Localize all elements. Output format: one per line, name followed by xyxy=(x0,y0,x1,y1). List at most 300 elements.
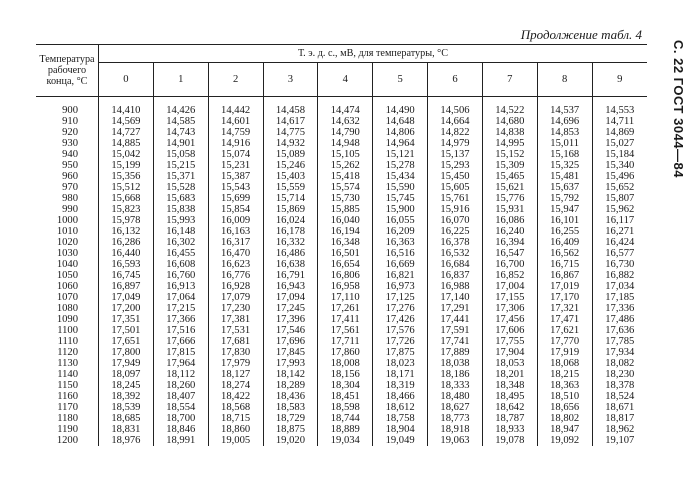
emf-value-cell: 14,632 xyxy=(318,116,373,127)
temperature-cell: 1100 xyxy=(36,325,99,336)
emf-value-cell: 14,979 xyxy=(428,138,483,149)
emf-value-cell: 16,928 xyxy=(208,281,263,292)
temperature-cell: 1200 xyxy=(36,435,99,446)
emf-value-cell: 17,636 xyxy=(592,325,647,336)
emf-value-cell: 16,055 xyxy=(373,215,428,226)
emf-value-cell: 17,276 xyxy=(373,303,428,314)
emf-value-cell: 17,889 xyxy=(428,347,483,358)
emf-value-cell: 14,790 xyxy=(318,127,373,138)
emf-value-cell: 15,496 xyxy=(592,171,647,182)
emf-value-cell: 17,094 xyxy=(263,292,318,303)
emf-value-cell: 17,501 xyxy=(111,325,141,336)
emf-value-cell: 18,230 xyxy=(592,369,647,380)
emf-value-cell: 15,325 xyxy=(537,160,592,171)
emf-value-cell: 18,918 xyxy=(428,424,483,435)
emf-value-cell: 16,024 xyxy=(263,215,318,226)
table-row xyxy=(36,325,647,336)
temperature-cell: 1110 xyxy=(36,336,99,347)
emf-value-cell: 16,806 xyxy=(318,270,373,281)
emf-value-cell: 15,246 xyxy=(263,160,318,171)
emf-value-cell: 18,656 xyxy=(537,402,592,413)
emf-value-cell: 17,366 xyxy=(153,314,208,325)
emf-value-cell: 15,528 xyxy=(153,182,208,193)
emf-value-cell: 14,648 xyxy=(373,116,428,127)
table-row xyxy=(36,160,647,171)
emf-value-cell: 14,474 xyxy=(318,97,373,117)
emf-value-cell: 15,309 xyxy=(482,160,537,171)
emf-value-cell: 17,049 xyxy=(111,292,141,303)
emf-value-cell: 15,434 xyxy=(373,171,428,182)
table-body xyxy=(36,97,647,447)
emf-value-cell: 17,681 xyxy=(208,336,263,347)
emf-value-cell: 17,993 xyxy=(263,358,318,369)
emf-value-cell: 16,332 xyxy=(263,237,318,248)
emf-value-cell: 16,867 xyxy=(537,270,592,281)
emf-value-cell: 18,583 xyxy=(263,402,318,413)
emf-value-cell: 18,671 xyxy=(592,402,647,413)
emf-value-cell: 18,524 xyxy=(592,391,647,402)
emf-value-cell: 18,495 xyxy=(482,391,537,402)
emf-value-cell: 18,817 xyxy=(592,413,647,424)
emf-value-cell: 14,727 xyxy=(111,127,141,138)
emf-value-cell: 16,852 xyxy=(482,270,537,281)
emf-value-cell: 18,451 xyxy=(318,391,373,402)
temperature-cell: 1070 xyxy=(36,292,99,303)
emf-value-cell: 14,822 xyxy=(428,127,483,138)
emf-value-cell: 15,854 xyxy=(208,204,263,215)
emf-value-cell: 17,004 xyxy=(482,281,537,292)
emf-value-cell: 16,988 xyxy=(428,281,483,292)
emf-value-cell: 17,621 xyxy=(537,325,592,336)
table-row xyxy=(36,215,647,226)
emf-value-cell: 16,132 xyxy=(111,226,141,237)
emf-value-cell: 15,074 xyxy=(208,149,263,160)
emf-value-cell: 16,225 xyxy=(428,226,483,237)
emf-value-cell: 16,286 xyxy=(111,237,141,248)
emf-value-cell: 15,621 xyxy=(482,182,537,193)
emf-value-cell: 15,027 xyxy=(592,138,647,149)
emf-value-cell: 14,838 xyxy=(482,127,537,138)
emf-value-cell: 17,546 xyxy=(263,325,318,336)
emf-value-cell: 17,860 xyxy=(318,347,373,358)
emf-value-cell: 16,684 xyxy=(428,259,483,270)
digit-column-header: 7 xyxy=(482,63,537,97)
digit-column-header: 5 xyxy=(373,63,428,97)
emf-value-cell: 16,348 xyxy=(318,237,373,248)
emf-value-cell: 15,838 xyxy=(153,204,208,215)
emf-value-cell: 19,063 xyxy=(428,435,483,446)
emf-value-cell: 15,387 xyxy=(208,171,263,182)
emf-value-cell: 14,664 xyxy=(428,116,483,127)
emf-value-cell: 17,964 xyxy=(153,358,208,369)
emf-value-cell: 15,293 xyxy=(428,160,483,171)
emf-value-cell: 18,053 xyxy=(482,358,537,369)
emf-value-cell: 18,215 xyxy=(537,369,592,380)
emf-value-cell: 18,201 xyxy=(482,369,537,380)
table-row xyxy=(36,97,647,117)
emf-value-cell: 16,654 xyxy=(318,259,373,270)
emf-value-cell: 16,608 xyxy=(153,259,208,270)
emf-value-cell: 17,306 xyxy=(482,303,537,314)
emf-value-cell: 17,245 xyxy=(263,303,318,314)
emf-value-cell: 15,184 xyxy=(592,149,647,160)
emf-value-cell: 18,245 xyxy=(111,380,141,391)
emf-value-cell: 18,171 xyxy=(373,369,428,380)
emf-value-cell: 17,651 xyxy=(111,336,141,347)
emf-value-cell: 18,127 xyxy=(208,369,263,380)
table-row xyxy=(36,424,647,435)
emf-value-cell: 17,456 xyxy=(482,314,537,325)
emf-value-cell: 16,194 xyxy=(318,226,373,237)
emf-value-cell: 17,696 xyxy=(263,336,318,347)
emf-value-cell: 17,441 xyxy=(428,314,483,325)
emf-value-cell: 16,378 xyxy=(428,237,483,248)
temperature-cell: 1010 xyxy=(36,226,99,237)
emf-value-cell: 16,973 xyxy=(373,281,428,292)
emf-value-cell: 18,068 xyxy=(537,358,592,369)
table-row xyxy=(36,237,647,248)
table-row xyxy=(36,314,647,325)
emf-value-cell: 16,209 xyxy=(373,226,428,237)
emf-value-cell: 18,715 xyxy=(208,413,263,424)
emf-value-cell: 15,418 xyxy=(318,171,373,182)
emf-value-cell: 14,806 xyxy=(373,127,428,138)
emf-value-cell: 17,125 xyxy=(373,292,428,303)
emf-value-cell: 15,637 xyxy=(537,182,592,193)
emf-table xyxy=(36,44,647,446)
emf-value-cell: 18,436 xyxy=(263,391,318,402)
emf-value-cell: 15,465 xyxy=(482,171,537,182)
header-temperature: Температура рабочего конца, °С xyxy=(36,45,99,97)
table-row xyxy=(36,270,647,281)
emf-value-cell: 15,993 xyxy=(153,215,208,226)
table-row xyxy=(36,182,647,193)
emf-value-cell: 14,696 xyxy=(537,116,592,127)
digit-column-header: 4 xyxy=(318,63,373,97)
emf-value-cell: 16,837 xyxy=(428,270,483,281)
emf-value-cell: 17,019 xyxy=(537,281,592,292)
emf-value-cell: 17,979 xyxy=(208,358,263,369)
emf-value-cell: 17,770 xyxy=(537,336,592,347)
emf-value-cell: 15,278 xyxy=(373,160,428,171)
emf-value-cell: 15,481 xyxy=(537,171,592,182)
temperature-cell: 950 xyxy=(36,160,99,171)
emf-value-cell: 15,885 xyxy=(318,204,373,215)
temperature-cell: 980 xyxy=(36,193,99,204)
emf-value-cell: 18,947 xyxy=(537,424,592,435)
emf-value-cell: 15,450 xyxy=(428,171,483,182)
emf-value-cell: 18,023 xyxy=(373,358,428,369)
emf-value-cell: 18,142 xyxy=(263,369,318,380)
emf-value-cell: 18,554 xyxy=(153,402,208,413)
emf-value-cell: 15,792 xyxy=(537,193,592,204)
emf-value-cell: 15,356 xyxy=(111,171,141,182)
emf-value-cell: 16,409 xyxy=(537,237,592,248)
emf-value-cell: 17,516 xyxy=(153,325,208,336)
emf-value-cell: 18,422 xyxy=(208,391,263,402)
table-row xyxy=(36,248,647,259)
emf-value-cell: 18,904 xyxy=(373,424,428,435)
emf-value-cell: 17,830 xyxy=(208,347,263,358)
emf-value-cell: 17,755 xyxy=(482,336,537,347)
emf-value-cell: 16,821 xyxy=(373,270,428,281)
emf-value-cell: 15,137 xyxy=(428,149,483,160)
emf-value-cell: 14,458 xyxy=(263,97,318,117)
emf-value-cell: 16,700 xyxy=(482,259,537,270)
emf-value-cell: 14,426 xyxy=(153,97,208,117)
emf-value-cell: 15,652 xyxy=(592,182,647,193)
emf-value-cell: 18,082 xyxy=(592,358,647,369)
emf-value-cell: 19,078 xyxy=(482,435,537,446)
emf-value-cell: 16,317 xyxy=(208,237,263,248)
emf-value-cell: 17,606 xyxy=(482,325,537,336)
digit-column-header: 3 xyxy=(263,63,318,97)
emf-value-cell: 17,531 xyxy=(208,325,263,336)
emf-value-cell: 18,933 xyxy=(482,424,537,435)
emf-value-cell: 18,319 xyxy=(373,380,428,391)
table-row xyxy=(36,226,647,237)
table-row xyxy=(36,292,647,303)
emf-value-cell: 17,170 xyxy=(537,292,592,303)
table-row xyxy=(36,347,647,358)
page-standard-label: С. 22 ГОСТ 3044—84 xyxy=(671,40,686,178)
emf-value-cell: 16,009 xyxy=(208,215,263,226)
emf-value-cell: 14,932 xyxy=(263,138,318,149)
emf-value-cell: 17,321 xyxy=(537,303,592,314)
emf-value-cell: 14,601 xyxy=(208,116,263,127)
emf-value-cell: 19,005 xyxy=(208,435,263,446)
emf-value-cell: 15,011 xyxy=(537,138,592,149)
table-row xyxy=(36,380,647,391)
temperature-cell: 1190 xyxy=(36,424,99,435)
emf-value-cell: 16,547 xyxy=(482,248,537,259)
emf-value-cell: 17,185 xyxy=(592,292,647,303)
emf-value-cell: 15,121 xyxy=(373,149,428,160)
emf-value-cell: 15,931 xyxy=(482,204,537,215)
emf-value-cell: 16,532 xyxy=(428,248,483,259)
temperature-cell: 1080 xyxy=(36,303,99,314)
emf-value-cell: 18,260 xyxy=(153,380,208,391)
temperature-cell: 1030 xyxy=(36,248,99,259)
emf-value-cell: 18,097 xyxy=(111,369,141,380)
emf-value-cell: 17,140 xyxy=(428,292,483,303)
emf-value-cell: 14,537 xyxy=(537,97,592,117)
emf-value-cell: 15,215 xyxy=(153,160,208,171)
table-row xyxy=(36,259,647,270)
emf-value-cell: 19,107 xyxy=(592,435,647,446)
emf-value-cell: 18,186 xyxy=(428,369,483,380)
temperature-cell: 930 xyxy=(36,138,99,149)
digit-column-header: 0 xyxy=(99,63,154,97)
temperature-cell: 960 xyxy=(36,171,99,182)
emf-value-cell: 15,058 xyxy=(153,149,208,160)
emf-value-cell: 15,403 xyxy=(263,171,318,182)
emf-value-cell: 14,522 xyxy=(482,97,537,117)
digit-header-row xyxy=(36,63,647,97)
temperature-cell: 1150 xyxy=(36,380,99,391)
emf-value-cell: 16,715 xyxy=(537,259,592,270)
emf-value-cell: 17,291 xyxy=(428,303,483,314)
emf-value-cell: 17,261 xyxy=(318,303,373,314)
emf-value-cell: 15,574 xyxy=(318,182,373,193)
emf-value-cell: 14,553 xyxy=(592,97,647,117)
emf-value-cell: 18,598 xyxy=(318,402,373,413)
emf-value-cell: 16,562 xyxy=(537,248,592,259)
emf-value-cell: 15,869 xyxy=(263,204,318,215)
emf-value-cell: 19,034 xyxy=(318,435,373,446)
temperature-cell: 940 xyxy=(36,149,99,160)
emf-value-cell: 18,627 xyxy=(428,402,483,413)
emf-value-cell: 17,711 xyxy=(318,336,373,347)
emf-value-cell: 14,885 xyxy=(111,138,141,149)
temperature-cell: 920 xyxy=(36,127,99,138)
emf-value-cell: 17,034 xyxy=(592,281,647,292)
temperature-cell: 1040 xyxy=(36,259,99,270)
emf-value-cell: 15,042 xyxy=(111,149,141,160)
emf-value-cell: 18,008 xyxy=(318,358,373,369)
emf-value-cell: 14,995 xyxy=(482,138,537,149)
emf-value-cell: 15,745 xyxy=(373,193,428,204)
emf-value-cell: 17,561 xyxy=(318,325,373,336)
emf-value-cell: 18,642 xyxy=(482,402,537,413)
emf-value-cell: 18,407 xyxy=(153,391,208,402)
emf-value-cell: 16,040 xyxy=(318,215,373,226)
emf-value-cell: 17,875 xyxy=(373,347,428,358)
emf-value-cell: 17,486 xyxy=(592,314,647,325)
emf-value-cell: 17,666 xyxy=(153,336,208,347)
emf-value-cell: 17,845 xyxy=(263,347,318,358)
emf-value-cell: 14,759 xyxy=(208,127,263,138)
emf-value-cell: 18,274 xyxy=(208,380,263,391)
table-row xyxy=(36,281,647,292)
emf-value-cell: 18,289 xyxy=(263,380,318,391)
emf-value-cell: 15,730 xyxy=(318,193,373,204)
emf-value-cell: 15,699 xyxy=(208,193,263,204)
emf-value-cell: 15,714 xyxy=(263,193,318,204)
emf-value-cell: 14,506 xyxy=(428,97,483,117)
emf-value-cell: 15,590 xyxy=(373,182,428,193)
temperature-cell: 1180 xyxy=(36,413,99,424)
temperature-cell: 1160 xyxy=(36,391,99,402)
table-row xyxy=(36,303,647,314)
emf-value-cell: 16,070 xyxy=(428,215,483,226)
temperature-cell: 1050 xyxy=(36,270,99,281)
emf-value-cell: 15,916 xyxy=(428,204,483,215)
emf-value-cell: 18,348 xyxy=(482,380,537,391)
emf-value-cell: 16,486 xyxy=(263,248,318,259)
emf-value-cell: 18,991 xyxy=(153,435,208,446)
temperature-cell: 1130 xyxy=(36,358,99,369)
emf-value-cell: 14,743 xyxy=(153,127,208,138)
emf-value-cell: 18,889 xyxy=(318,424,373,435)
emf-value-cell: 18,363 xyxy=(537,380,592,391)
emf-value-cell: 17,800 xyxy=(111,347,141,358)
emf-value-cell: 16,101 xyxy=(537,215,592,226)
emf-value-cell: 15,807 xyxy=(592,193,647,204)
temperature-cell: 1020 xyxy=(36,237,99,248)
emf-value-cell: 18,846 xyxy=(153,424,208,435)
digit-column-header: 2 xyxy=(208,63,263,97)
emf-value-cell: 18,700 xyxy=(153,413,208,424)
emf-value-cell: 18,962 xyxy=(592,424,647,435)
emf-value-cell: 18,304 xyxy=(318,380,373,391)
table-row xyxy=(36,116,647,127)
temperature-cell: 910 xyxy=(36,116,99,127)
emf-value-cell: 16,760 xyxy=(153,270,208,281)
emf-value-cell: 18,976 xyxy=(111,435,141,446)
emf-value-cell: 17,351 xyxy=(111,314,141,325)
emf-value-cell: 18,392 xyxy=(111,391,141,402)
emf-value-cell: 16,516 xyxy=(373,248,428,259)
emf-value-cell: 15,605 xyxy=(428,182,483,193)
digit-column-header: 8 xyxy=(537,63,592,97)
emf-value-cell: 17,591 xyxy=(428,325,483,336)
emf-value-cell: 17,785 xyxy=(592,336,647,347)
emf-value-cell: 15,683 xyxy=(153,193,208,204)
emf-value-cell: 15,231 xyxy=(208,160,263,171)
emf-value-cell: 16,638 xyxy=(263,259,318,270)
emf-value-cell: 16,240 xyxy=(482,226,537,237)
emf-value-cell: 18,480 xyxy=(428,391,483,402)
emf-value-cell: 15,371 xyxy=(153,171,208,182)
emf-value-cell: 14,711 xyxy=(592,116,647,127)
emf-value-cell: 15,199 xyxy=(111,160,141,171)
emf-value-cell: 15,668 xyxy=(111,193,141,204)
emf-value-cell: 18,773 xyxy=(428,413,483,424)
emf-value-cell: 14,680 xyxy=(482,116,537,127)
emf-value-cell: 15,776 xyxy=(482,193,537,204)
emf-value-cell: 18,333 xyxy=(428,380,483,391)
emf-value-cell: 15,089 xyxy=(263,149,318,160)
emf-value-cell: 17,381 xyxy=(208,314,263,325)
emf-value-cell: 18,758 xyxy=(373,413,428,424)
emf-value-cell: 18,156 xyxy=(318,369,373,380)
emf-value-cell: 18,038 xyxy=(428,358,483,369)
emf-value-cell: 17,079 xyxy=(208,292,263,303)
emf-value-cell: 17,336 xyxy=(592,303,647,314)
emf-value-cell: 17,471 xyxy=(537,314,592,325)
emf-value-cell: 15,105 xyxy=(318,149,373,160)
emf-value-cell: 17,396 xyxy=(263,314,318,325)
emf-value-cell: 17,934 xyxy=(592,347,647,358)
emf-value-cell: 16,897 xyxy=(111,281,141,292)
emf-value-cell: 16,363 xyxy=(373,237,428,248)
emf-value-cell: 16,882 xyxy=(592,270,647,281)
temperature-cell: 1140 xyxy=(36,369,99,380)
emf-value-cell: 17,200 xyxy=(111,303,141,314)
digit-column-header: 1 xyxy=(153,63,208,97)
emf-value-cell: 16,178 xyxy=(263,226,318,237)
emf-value-cell: 16,669 xyxy=(373,259,428,270)
table-row xyxy=(36,204,647,215)
header-emf: Т. э. д. с., мВ, для температуры, °С xyxy=(99,45,648,63)
emf-value-cell: 16,440 xyxy=(111,248,141,259)
emf-value-cell: 17,064 xyxy=(153,292,208,303)
emf-value-cell: 16,163 xyxy=(208,226,263,237)
emf-value-cell: 15,512 xyxy=(111,182,141,193)
emf-value-cell: 17,949 xyxy=(111,358,141,369)
emf-value-cell: 16,470 xyxy=(208,248,263,259)
emf-value-cell: 15,340 xyxy=(592,160,647,171)
emf-value-cell: 16,593 xyxy=(111,259,141,270)
table-row xyxy=(36,369,647,380)
emf-value-cell: 15,152 xyxy=(482,149,537,160)
emf-value-cell: 14,410 xyxy=(111,105,141,116)
emf-value-cell: 18,802 xyxy=(537,413,592,424)
emf-value-cell: 17,741 xyxy=(428,336,483,347)
emf-value-cell: 19,049 xyxy=(373,435,428,446)
emf-value-cell: 18,466 xyxy=(373,391,428,402)
